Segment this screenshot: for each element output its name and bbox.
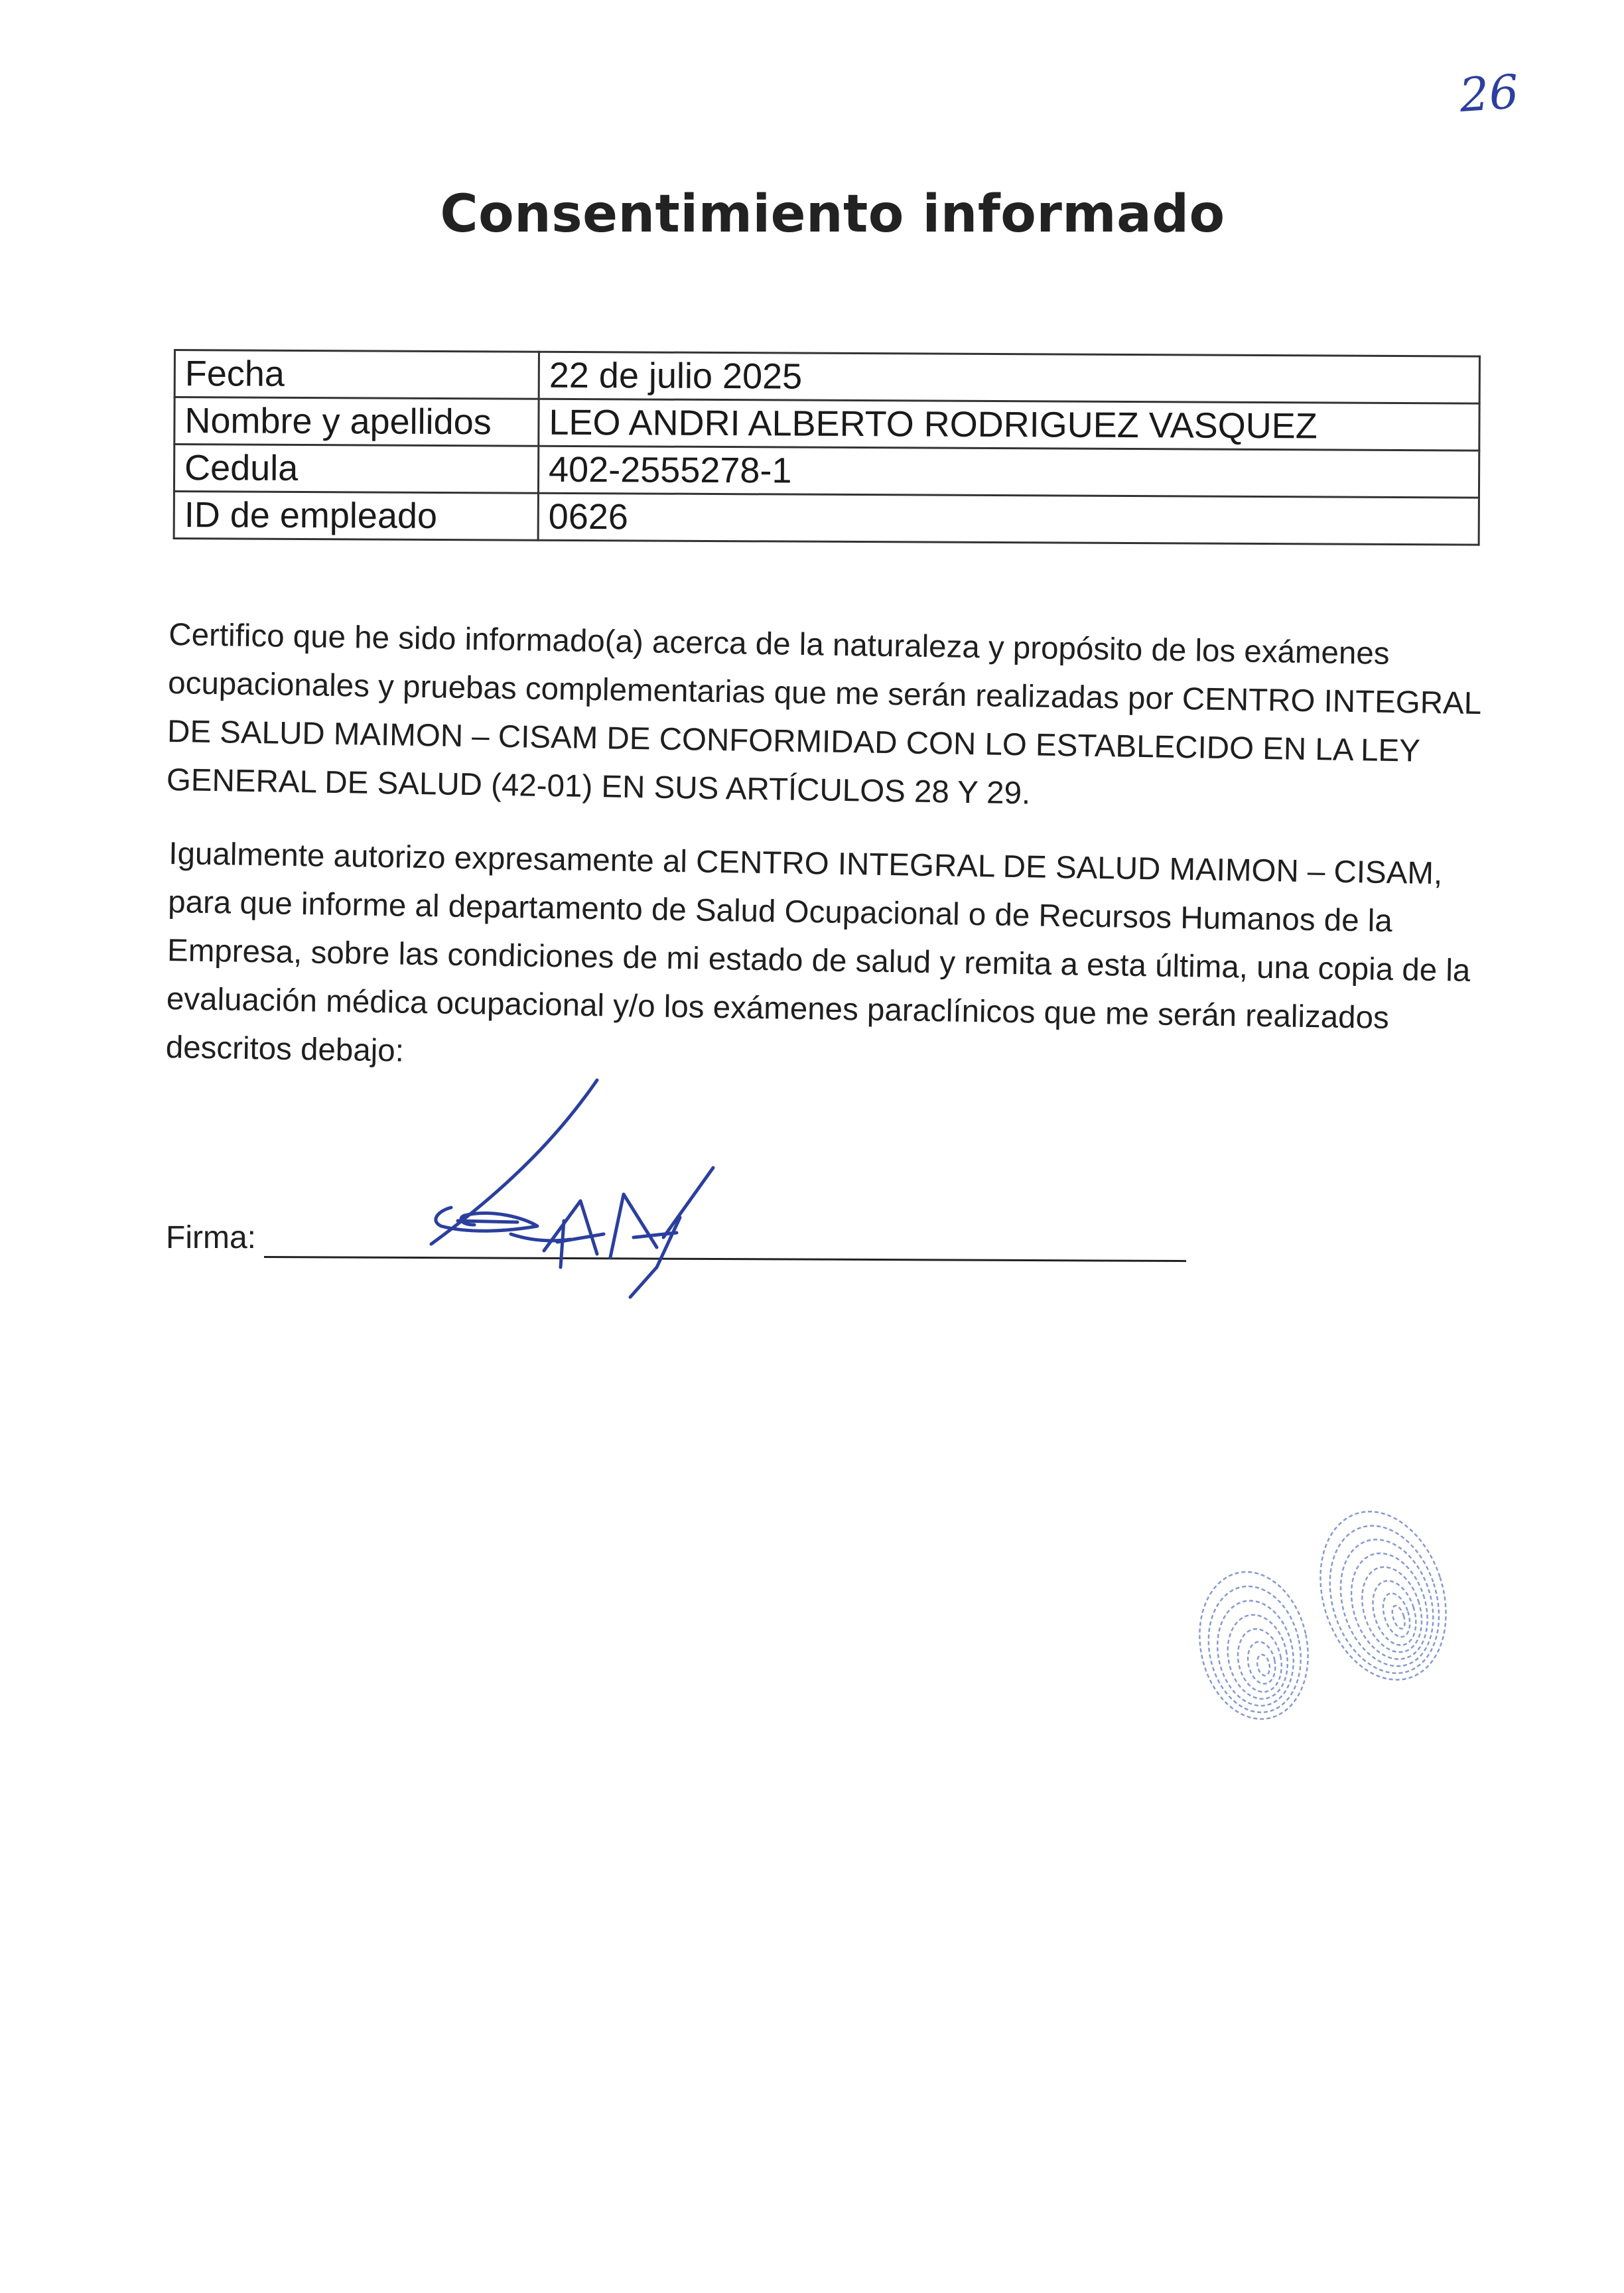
table-row-fecha <box>174 350 1479 404</box>
table-row-cedula <box>174 445 1479 498</box>
handwritten-signature <box>411 1068 783 1307</box>
id-empleado-value: 0626 <box>538 493 1479 545</box>
signature-label: Firma: <box>166 1220 256 1255</box>
fecha-label: Fecha <box>174 350 539 399</box>
nombre-label: Nombre y apellidos <box>174 397 539 447</box>
document-title: Consentimiento informado <box>440 184 1225 244</box>
authorization-paragraph: Igualmente autorizo expresamente al CENTRO INTEGRAL DE SALUD MAIMON – CISAM, para que informe al departamento de Salud Ocupacional o de Recursos Humanos de la Empresa, sobre las condiciones de mi estado de salud y remita a esta última, una copia de la evaluación médica ocupacional y/o los exámenes paraclínicos que me serán realizados descritos debajo: <box>165 835 1471 1069</box>
certification-paragraph: Certifico que he sido informado(a) acerca de la naturaleza y propósito de los exámenes ocupacionales y pruebas complementarias que me serán realizadas por CENTRO INTEGRAL DE SALUD MAIMON – CISAM DE CONFORMIDAD CON LO ESTABLECIDO EN LA LEY GENERAL DE SALUD (42-01) EN SUS ARTÍCULOS 28 Y 29. <box>166 616 1481 811</box>
id-empleado-label: ID de empleado <box>174 492 538 541</box>
cedula-value: 402-2555278-1 <box>538 446 1479 498</box>
table-row-id-empleado <box>174 492 1479 545</box>
handwritten-page-number: 26 <box>1457 64 1521 123</box>
fecha-value: 22 de julio 2025 <box>539 352 1479 403</box>
table-row-nombre <box>174 397 1479 451</box>
cedula-label: Cedula <box>174 445 538 494</box>
fingerprint-marks <box>1187 1486 1479 1778</box>
employee-info-table <box>173 349 1481 546</box>
nombre-value: LEO ANDRI ALBERTO RODRIGUEZ VASQUEZ <box>539 399 1479 451</box>
